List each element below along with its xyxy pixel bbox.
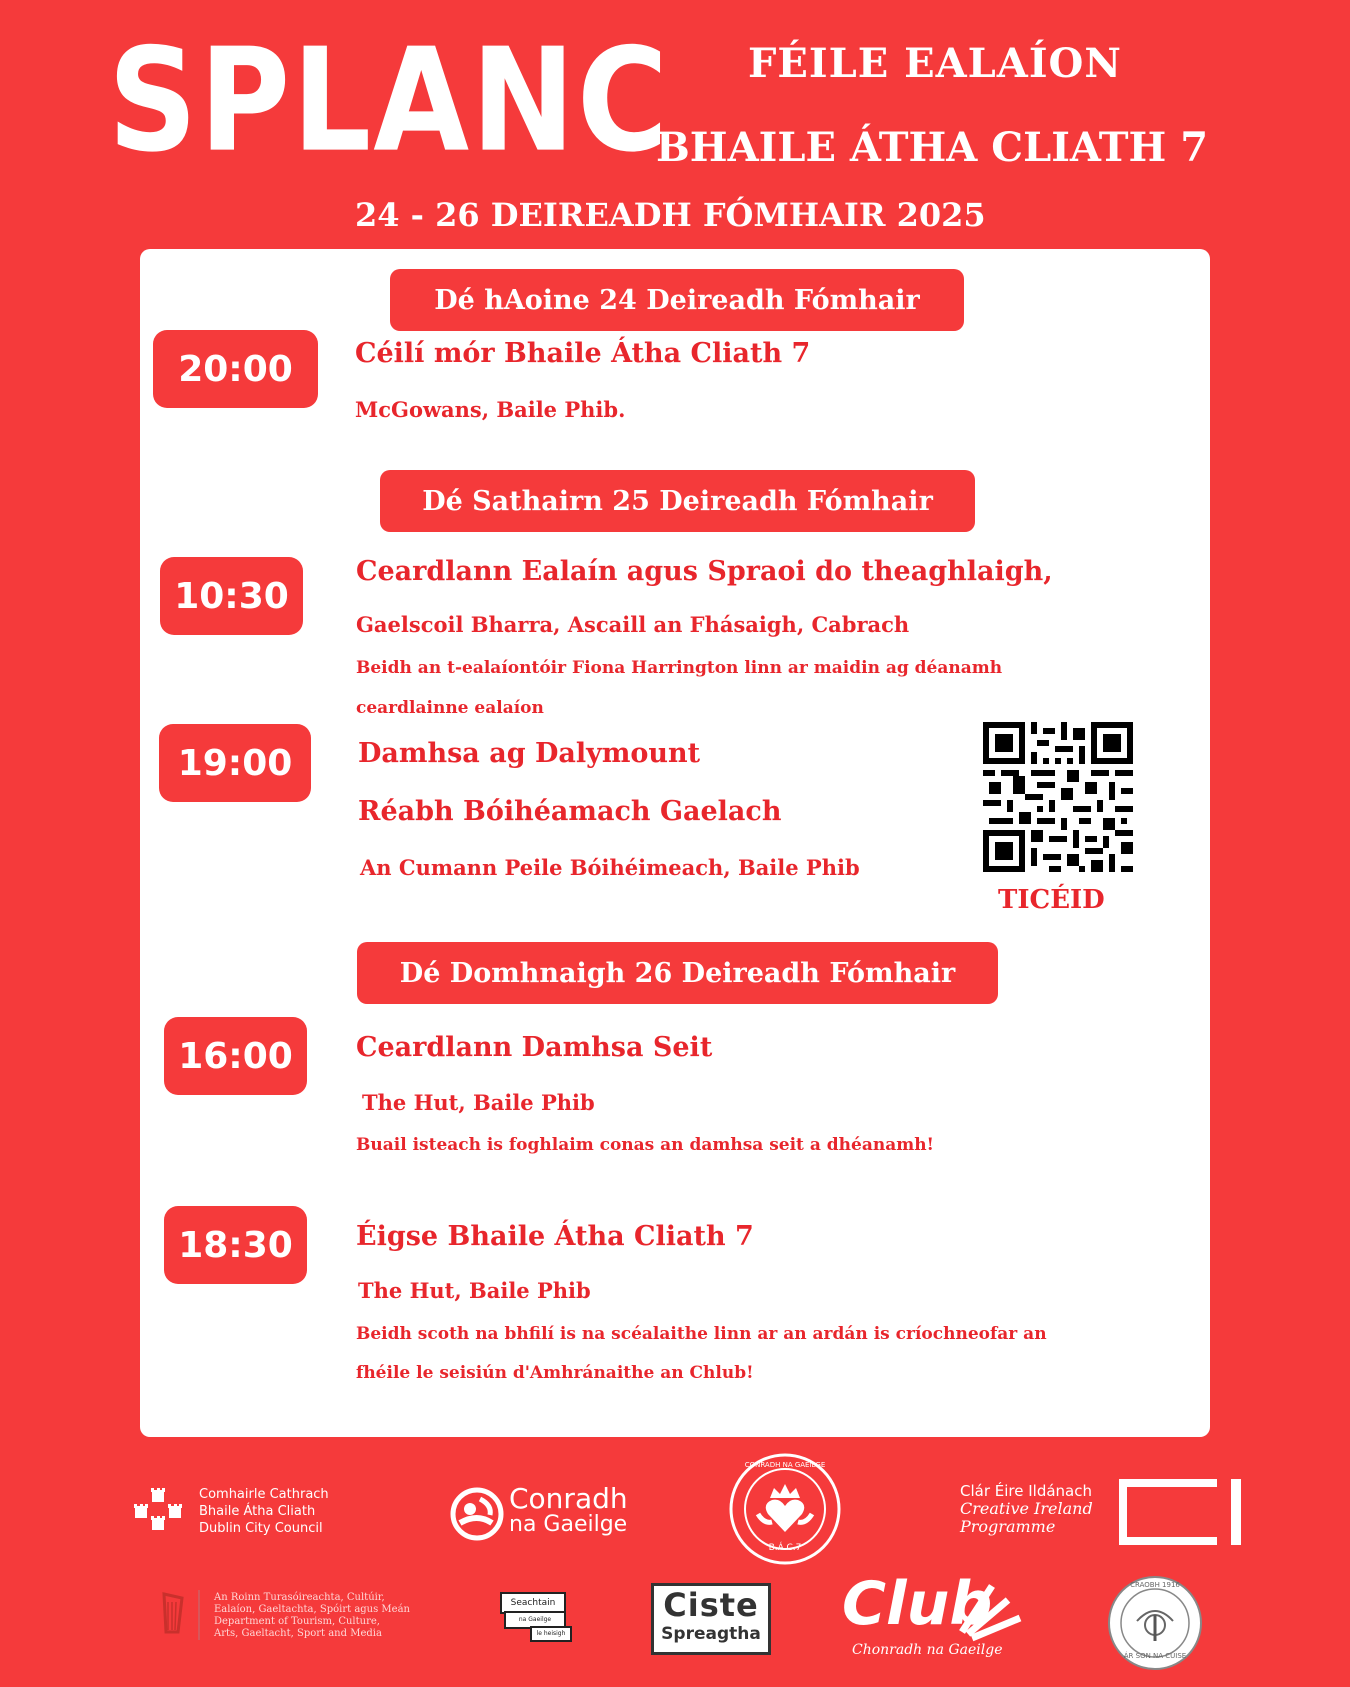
harp-icon: [160, 1592, 186, 1636]
dcc-logo-text: [199, 1486, 329, 1537]
event-location: McGowans, Baile Phib.: [355, 397, 626, 422]
dept-line: An Roinn Turasóireachta, Cultúir,: [214, 1592, 385, 1603]
event-time: 19:00: [159, 724, 311, 802]
club-logo: [842, 1569, 1032, 1668]
creative-ireland-ci-icon: [1119, 1479, 1247, 1545]
seachtain-line: Seachtain: [500, 1592, 566, 1614]
conradh-logo-icon: [450, 1487, 504, 1541]
ticket-label[interactable]: TICÉID: [998, 885, 1105, 915]
seachtain-line: na Gaeilge: [504, 1611, 566, 1629]
event-description: ceardlainne ealaíon: [356, 698, 544, 718]
festival-subtitle-line2: BHAILE ÁTHA CLIATH 7: [656, 124, 1209, 171]
event-description: fhéile le seisiún d'Amhránaithe an Chlub!: [356, 1363, 754, 1383]
conradh-logo-text: [509, 1482, 628, 1538]
creative-ireland-text: [960, 1482, 1093, 1536]
event-location: The Hut, Baile Phib: [358, 1278, 591, 1303]
dcc-line: Bhaile Átha Cliath: [199, 1504, 316, 1519]
event-title: Ceardlann Damhsa Seit: [356, 1032, 713, 1063]
event-subtitle: Réabh Bóihéamach Gaelach: [358, 796, 782, 827]
badge-top-text: CONRADH NA GAEILGE: [744, 1461, 826, 1469]
event-location: The Hut, Baile Phib: [362, 1090, 595, 1115]
event-location: An Cumann Peile Bóihéimeach, Baile Phib: [360, 855, 860, 880]
seachtain-logo: [500, 1592, 572, 1642]
ciste-line: Ciste: [663, 1586, 759, 1624]
dept-line: Department of Tourism, Culture,: [214, 1616, 380, 1627]
dept-line: Arts, Gaeltacht, Sport and Media: [214, 1628, 382, 1639]
creative-line: Creative Ireland: [960, 1499, 1093, 1518]
dcc-line: Comhairle Cathrach: [199, 1487, 329, 1502]
conradh-line: Conradh: [509, 1482, 628, 1515]
conradh-line: na Gaeilge: [509, 1512, 628, 1537]
event-description: Beidh an t-ealaíontóir Fiona Harrington linn ar maidin ag déanamh: [356, 658, 1003, 678]
ciste-spreagtha-logo: [651, 1583, 771, 1655]
event-description: Buail isteach is foghlaim conas an damhsa seit a dhéanamh!: [356, 1135, 935, 1155]
event-title: Céilí mór Bhaile Átha Cliath 7: [355, 338, 811, 369]
event-time: 18:30: [164, 1206, 307, 1284]
event-description: Beidh scoth na bhfilí is na scéalaithe linn ar an ardán is críochneofar an: [356, 1324, 1047, 1344]
event-time: 16:00: [164, 1017, 307, 1095]
craobh-top-text: CRAOBH 1916: [1130, 1581, 1180, 1589]
ticket-qr-code[interactable]: [983, 722, 1133, 872]
club-line: Chonradh na Gaeilge: [852, 1642, 1003, 1658]
event-time: 20:00: [153, 330, 318, 408]
dcc-castle-icon: [133, 1488, 183, 1532]
club-line: Club: [842, 1569, 993, 1639]
festival-dates: 24 - 26 DEIREADH FÓMHAIR 2025: [355, 196, 986, 234]
day-header-saturday: Dé Sathairn 25 Deireadh Fómhair: [380, 470, 975, 532]
day-header-sunday: Dé Domhnaigh 26 Deireadh Fómhair: [357, 942, 998, 1004]
event-location: Gaelscoil Bharra, Ascaill an Fhásaigh, Cabrach: [356, 612, 910, 637]
event-title: Éigse Bhaile Átha Cliath 7: [356, 1221, 754, 1252]
dept-logo-text: [214, 1592, 410, 1640]
dept-line: Ealaíon, Gaeltachta, Spóirt agus Meán: [214, 1604, 410, 1615]
event-title: Damhsa ag Dalymount: [358, 738, 701, 769]
creative-line: Clár Éire Ildánach: [960, 1482, 1093, 1500]
festival-title: SPLANC: [108, 18, 670, 185]
dcc-line: Dublin City Council: [199, 1521, 323, 1536]
creative-line: Programme: [960, 1517, 1056, 1536]
craobh-bottom-text: ÁR SON NA CÚISE: [1123, 1652, 1187, 1660]
seachtain-line: le heisigh: [530, 1626, 572, 1642]
badge-bottom-text: B.Á.C.7: [768, 1543, 802, 1553]
ciste-line: Spreagtha: [661, 1624, 761, 1644]
event-title: Ceardlann Ealaín agus Spraoi do theaghlaigh,: [356, 556, 1053, 587]
day-header-friday: Dé hAoine 24 Deireadh Fómhair: [390, 269, 964, 331]
festival-subtitle-line1: FÉILE EALAÍON: [748, 40, 1122, 87]
event-time: 10:30: [160, 557, 303, 635]
dept-divider: [198, 1590, 200, 1640]
